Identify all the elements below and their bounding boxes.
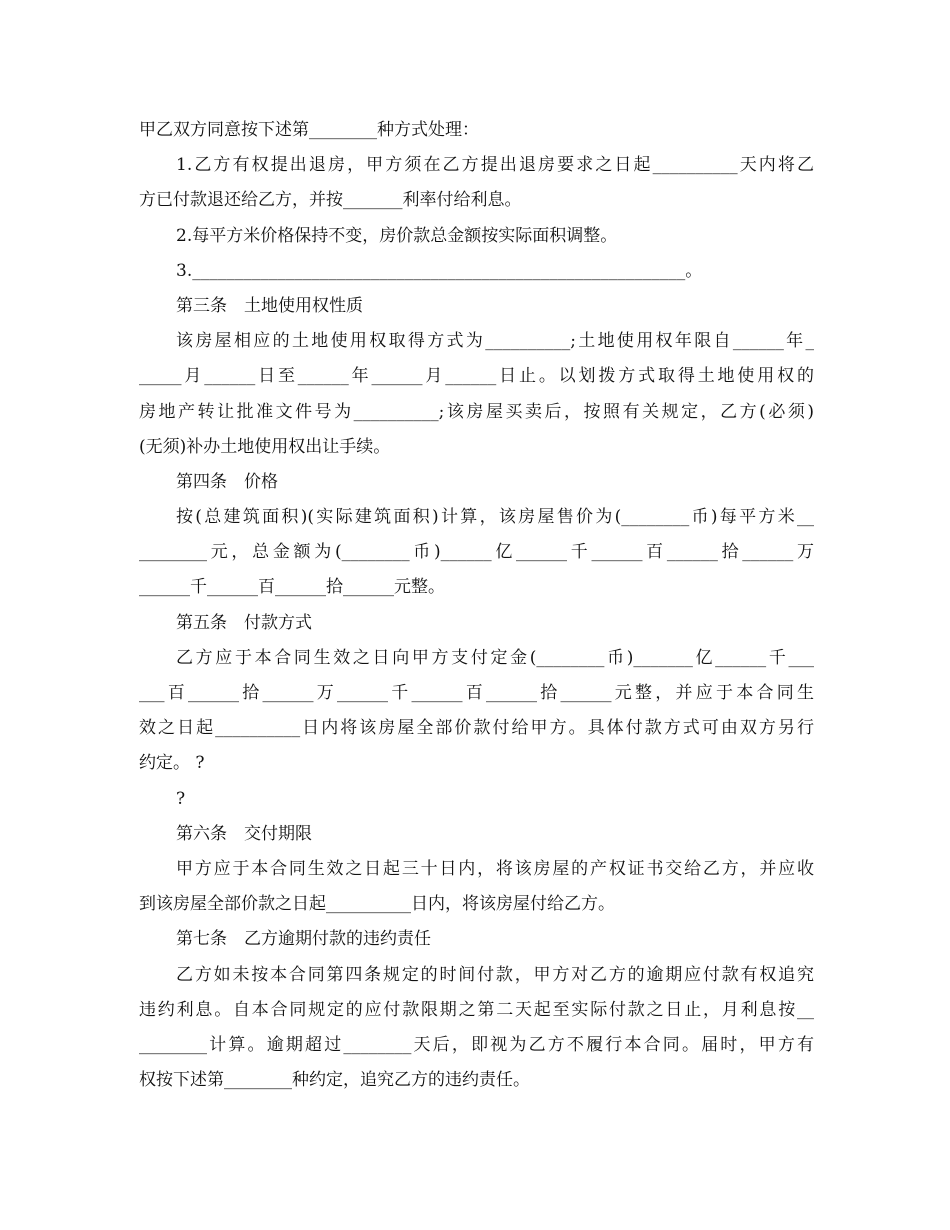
text-line: 第六条 交付期限 bbox=[176, 823, 312, 844]
text-line: (无须)补办土地使用权出让手续。 bbox=[139, 436, 391, 457]
text-line: 乙方如未按本合同第四条规定的时间付款，甲方对乙方的逾期应付款有权追究 bbox=[176, 964, 814, 985]
text-line: 乙方应于本合同生效之日向甲方支付定金(________币)_______亿______千___ bbox=[176, 647, 814, 668]
text-line: 第三条 土地使用权性质 bbox=[176, 295, 363, 316]
text-line: 效之日起__________日内将该房屋全部价款付给甲方。具体付款方式可由双方另行 bbox=[139, 718, 814, 739]
text-line: 按(总建筑面积)(实际建筑面积)计算，该房屋售价为(________币)每平方米__ bbox=[176, 507, 814, 528]
text-line: 第五条 付款方式 bbox=[176, 612, 312, 633]
text-line: 1.乙方有权提出退房，甲方须在乙方提出退房要求之日起__________天内将乙 bbox=[176, 155, 814, 176]
text-line: 约定。 ? bbox=[139, 753, 205, 774]
text-line: ________元，总金额为(________币)______亿______千______百______拾______万 bbox=[139, 542, 814, 563]
text-line: 权按下述第________种约定，追究乙方的违约责任。 bbox=[139, 1070, 530, 1091]
text-line: 该房屋相应的土地使用权取得方式为__________;土地使用权年限自______年_ bbox=[176, 331, 814, 352]
text-line: 方已付款退还给乙方，并按_______利率付给利息。 bbox=[139, 190, 522, 211]
text-line: ___百______拾______万______千______百______拾______元整，并应于本合同生 bbox=[139, 683, 814, 703]
text-line: 2.每平方米价格保持不变，房价款总金额按实际面积调整。 bbox=[176, 225, 618, 246]
text-line: 甲方应于本合同生效之日起三十日内，将该房屋的产权证书交给乙方，并应收 bbox=[176, 858, 814, 879]
text-line: 3.__________________________________________________________。 bbox=[176, 260, 703, 281]
text-line: 房地产转让批准文件号为__________;该房屋买卖后，按照有关规定，乙方(必须) bbox=[139, 401, 814, 422]
text-line: 第七条 乙方逾期付款的违约责任 bbox=[176, 929, 431, 950]
text-line: ______千______百______拾______元整。 bbox=[139, 577, 445, 598]
text-line: 甲乙双方同意按下述第________种方式处理： bbox=[139, 120, 479, 140]
text-line: ________计算。逾期超过________天后，即视为乙方不履行本合同。届时，甲方有 bbox=[139, 1034, 814, 1055]
text-line: 第四条 价格 bbox=[176, 471, 278, 492]
contract-page bbox=[139, 113, 814, 1098]
text-line: 违约利息。自本合同规定的应付款限期之第二天起至实际付款之日止，月利息按__ bbox=[139, 999, 814, 1020]
text-line: _____月______日至______年______月______日止。以划拨方式取得土地使用权的 bbox=[139, 366, 814, 387]
text-line: 到该房屋全部价款之日起__________日内，将该房屋付给乙方。 bbox=[139, 894, 615, 915]
text-line: ? bbox=[176, 788, 186, 809]
